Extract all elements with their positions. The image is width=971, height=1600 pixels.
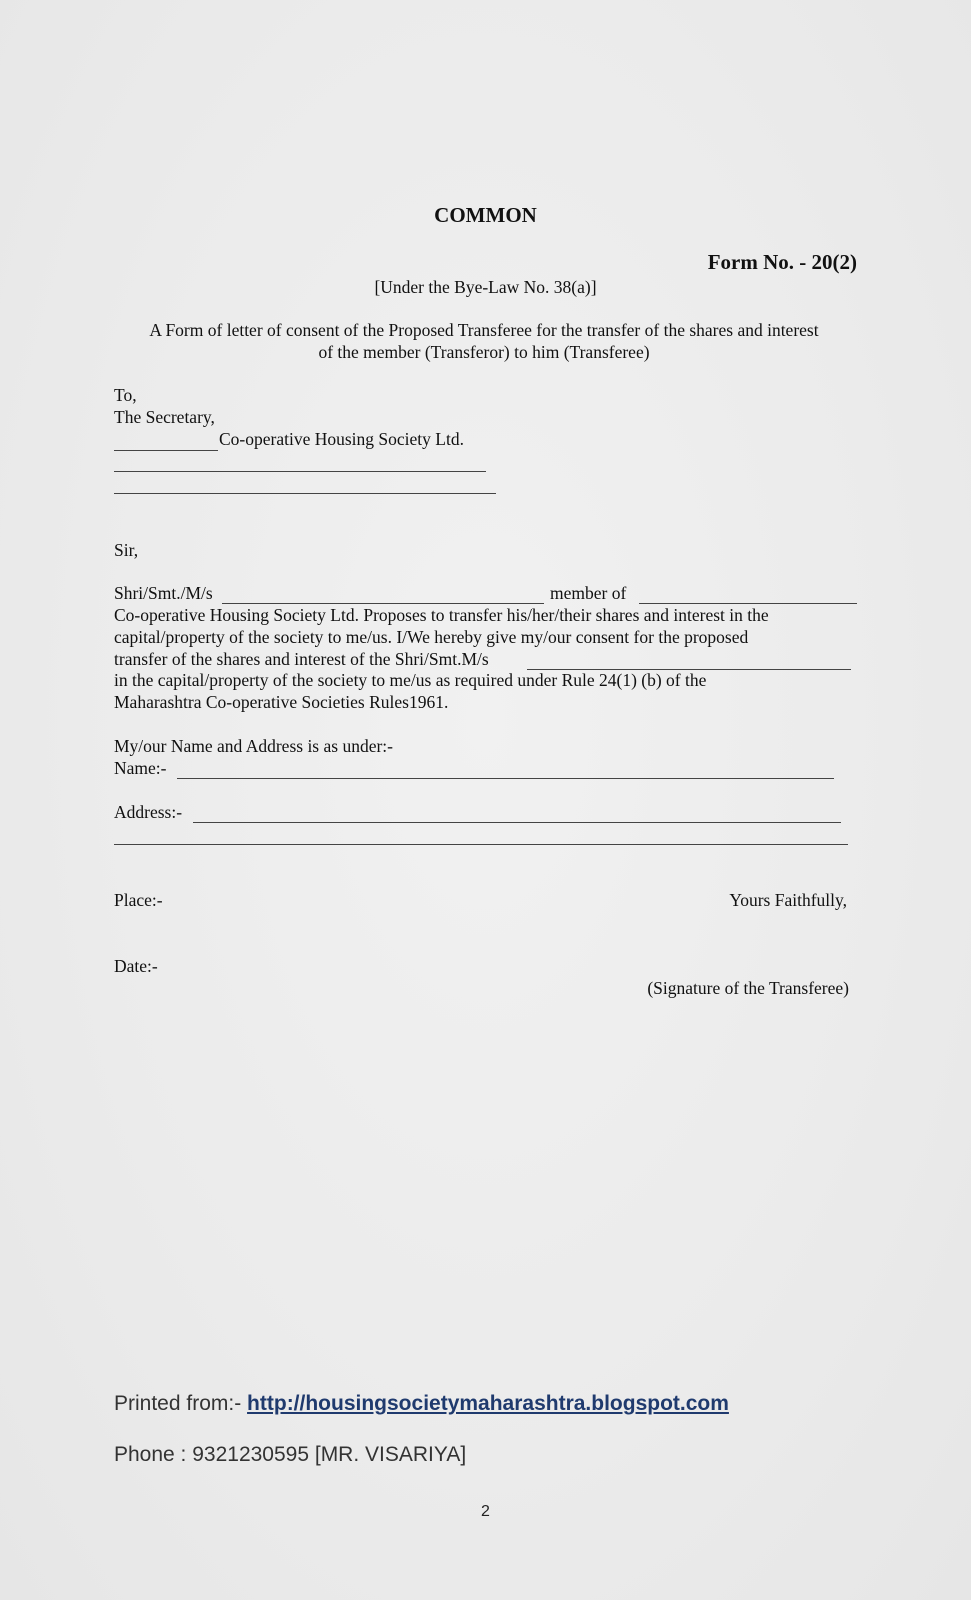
society-name-blank[interactable] (114, 450, 218, 451)
address-label: Address:- (114, 802, 183, 822)
form-description-line-1: A Form of letter of consent of the Proposed Transferee for the transfer of the shares and interest (149, 320, 819, 340)
form-description (114, 319, 854, 363)
address-blank-2[interactable] (114, 844, 848, 845)
transferor-label: Shri/Smt./M/s (114, 583, 213, 603)
page-number: 2 (481, 1503, 490, 1520)
body-line-5: in the capital/property of the society to me/us as required under Rule 24(1) (b) of the (114, 670, 707, 690)
address-to: To, (114, 385, 137, 405)
address-line-1-blank[interactable] (114, 471, 486, 472)
address-blank-1[interactable] (193, 822, 841, 823)
body-line-2: Co-operative Housing Society Ltd. Proposes to transfer his/her/their shares and interest in the (114, 605, 769, 625)
place-label: Place:- (114, 890, 163, 910)
body-line-3: capital/property of the society to me/us. I/We hereby give my/our consent for the proposed (114, 627, 749, 647)
body-line-4: transfer of the shares and interest of the Shri/Smt.M/s (114, 649, 489, 669)
phone-line: Phone : 9321230595 [MR. VISARIYA] (114, 1443, 467, 1466)
date-label: Date:- (114, 956, 158, 976)
yours-faithfully: Yours Faithfully, (729, 890, 847, 910)
source-link[interactable]: http://housingsocietymaharashtra.blogspot.com (247, 1392, 729, 1415)
name-label: Name:- (114, 758, 167, 778)
form-number: Form No. - 20(2) (707, 250, 857, 274)
name-blank[interactable] (177, 778, 834, 779)
details-heading: My/our Name and Address is as under:- (114, 736, 393, 756)
address-line-2-blank[interactable] (114, 493, 496, 494)
signature-caption: (Signature of the Transferee) (647, 978, 849, 998)
member-of-label: member of (550, 583, 627, 603)
printed-from-line (114, 1392, 729, 1416)
address-secretary: The Secretary, (114, 407, 215, 427)
salutation: Sir, (114, 540, 139, 560)
address-society: Co-operative Housing Society Ltd. (219, 429, 464, 449)
printed-from-label: Printed from:- (114, 1392, 242, 1415)
body-line-6: Maharashtra Co-operative Societies Rules1961. (114, 692, 449, 712)
bye-law-reference: [Under the Bye-Law No. 38(a)] (374, 277, 597, 297)
form-title: COMMON (434, 203, 537, 227)
form-description-line-2: of the member (Transferor) to him (Transferee) (318, 342, 650, 362)
